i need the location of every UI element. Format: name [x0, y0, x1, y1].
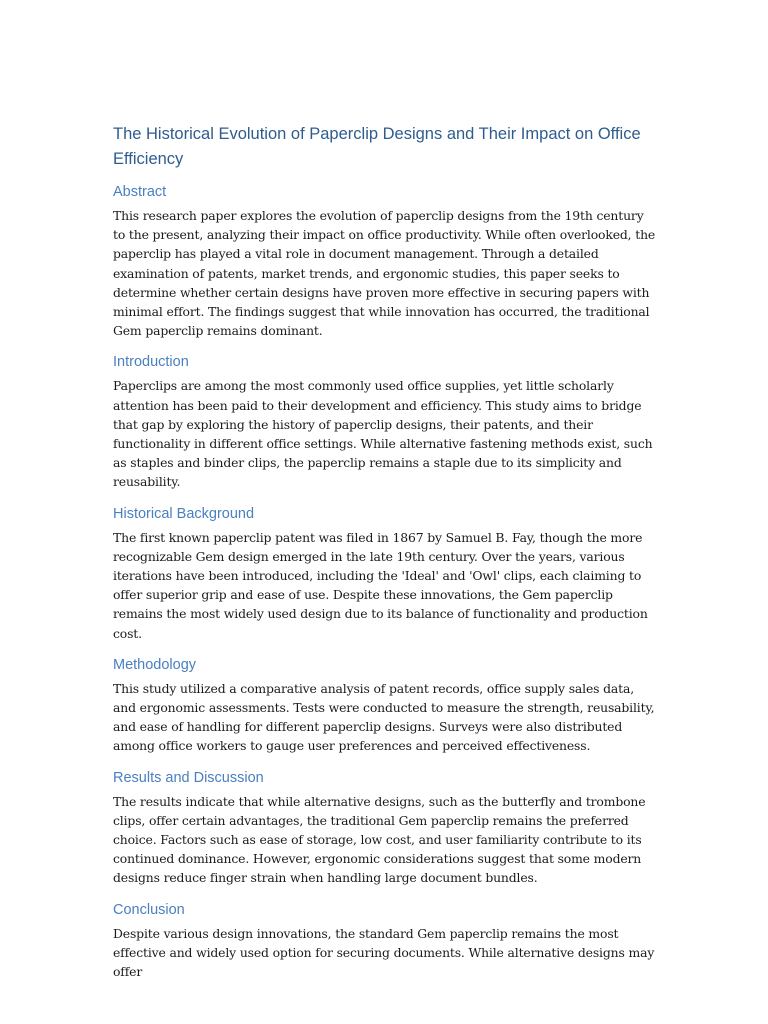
historical-background-body: The first known paperclip patent was filed in 1867 by Samuel B. Fay, though the more recognizable Gem design emerged in the late 19th century. Over the years, various iterations have been introduced, including the 'Ideal' and 'Owl' clips, each claiming to offer superior grip and ease of use. Despite these innovations, the Gem paperclip remains the most widely used design due to its balance of functionality and production cost. — [113, 529, 648, 641]
section-historical-background — [113, 504, 656, 643]
introduction-heading: Introduction — [113, 354, 189, 371]
results-discussion-body: The results indicate that while alternative designs, such as the butterfly and trombone clips, offer certain advantages, the traditional Gem paperclip remains the preferred choice. Factors such as ease of storage, low cost, and user familiarity contribute to its continued dominance. However, ergonomic considerations suggest that some modern designs reduce finger strain when handling large document bundles. — [113, 793, 646, 886]
conclusion-heading: Conclusion — [113, 901, 185, 918]
historical-background-heading: Historical Background — [113, 505, 255, 522]
abstract-body: This research paper explores the evolution of paperclip designs from the 19th century to the present, analyzing their impact on office productivity. While often overlooked, the paperclip has played a vital role in document management. Through a detailed examination of patents, market trends, and ergonomic studies, this paper seeks to determine whether certain designs have proven more effective in securing papers with minimal effort. The findings suggest that while innovation has occurred, the traditional Gem paperclip remains dominant. — [113, 208, 656, 339]
section-introduction — [113, 352, 656, 491]
section-results-discussion — [113, 768, 656, 888]
introduction-body: Paperclips are among the most commonly used office supplies, yet little scholarly attention has been paid to their development and efficiency. This study aims to bridge that gap by exploring the history of paperclip designs, their patents, and their functionality in different office settings. While alternative fastening methods exist, such as staples and binder clips, the paperclip remains a staple due to its simplicity and reusability. — [113, 378, 653, 490]
methodology-body: This study utilized a comparative analysis of patent records, office supply sales data, and ergonomic assessments. Tests were conducted to measure the strength, reusability, and ease of handling for different paperclip designs. Surveys were also distributed among office workers to gauge user preferences and perceived effectiveness. — [113, 680, 655, 754]
section-abstract — [113, 182, 656, 340]
section-conclusion — [113, 900, 656, 982]
methodology-heading: Methodology — [113, 656, 197, 673]
abstract-heading: Abstract — [113, 184, 167, 200]
document-title: The Historical Evolution of Paperclip Designs and Their Impact on Office Efficiency — [113, 125, 641, 168]
results-discussion-heading: Results and Discussion — [113, 769, 264, 786]
section-methodology — [113, 655, 656, 756]
conclusion-body: Despite various design innovations, the standard Gem paperclip remains the most effective and widely used option for securing documents. While alternative designs may offer — [113, 925, 655, 980]
